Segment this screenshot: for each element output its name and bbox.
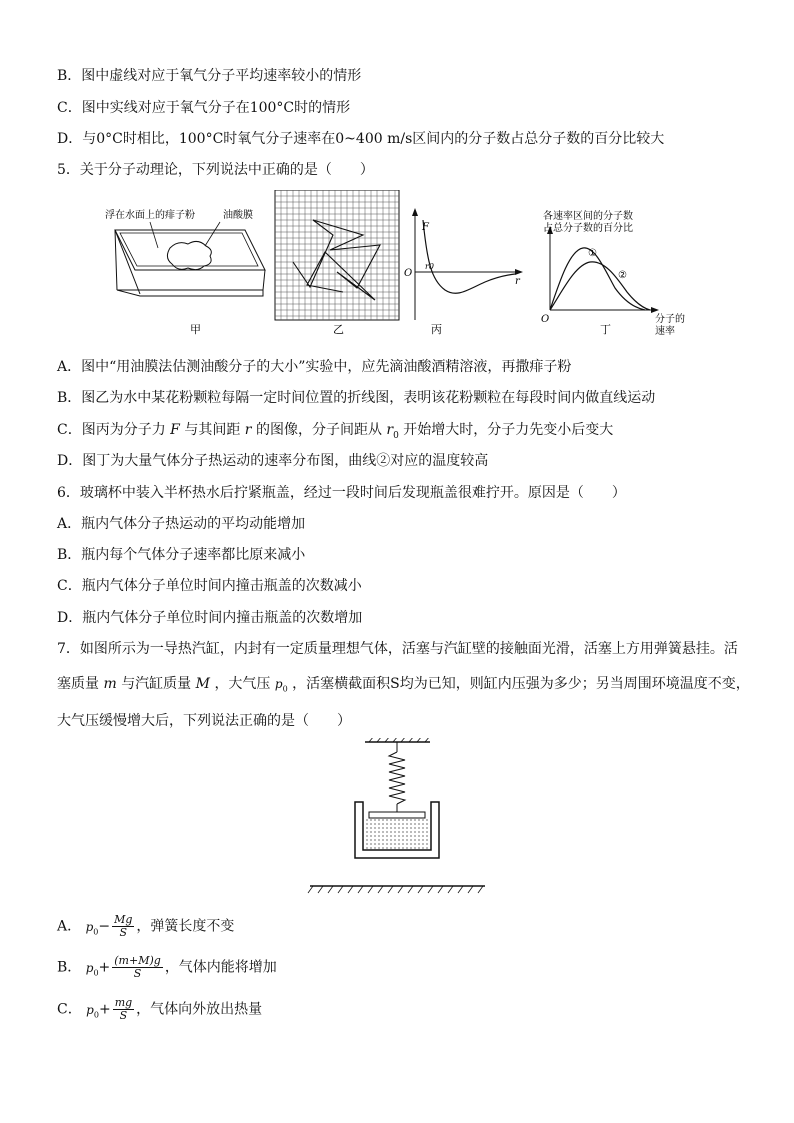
figure-jia-label-powder: 浮在水面上的痱子粉 (105, 210, 195, 221)
figure-ding-plot (547, 226, 659, 313)
q7a-fraction: $\frac{Mg}{S}$ (114, 913, 133, 939)
q5c-text-2: 与其间距 (184, 422, 241, 438)
q5-option-d: D．图丁为大量气体分子热运动的速率分布图，曲线②对应的温度较高 (57, 453, 489, 469)
q7-text-1: 塞质量 (57, 676, 99, 692)
q7-symbol-p0: $p_0$ (274, 677, 288, 694)
q7c-fraction: $\frac{mg}{S}$ (114, 996, 133, 1022)
q7-stem-line-1: 7．如图所示为一导热汽缸，内封有一定质量理想气体，活塞与汽缸壁的接触面光滑，活塞上方用弹簧悬挂。活 (57, 641, 738, 657)
q7-option-c: C． $p_0+$ $\frac{mg}{S}$ ，气体向外放出热量 (57, 996, 263, 1022)
figure-jia-label-film: 油酸膜 (223, 210, 253, 221)
q7a-text: ，弹簧长度不变 (136, 918, 235, 935)
q7-figure-cylinder (305, 738, 490, 894)
q7b-p0: $p_0$ (85, 960, 99, 977)
q6-option-b: B．瓶内每个气体分子速率都比原来减小 (57, 547, 306, 563)
figure-jia-tray (115, 222, 265, 296)
q7b-text: ，气体内能将增加 (164, 959, 277, 976)
q6-stem: 6．玻璃杯中装入半杯热水后拧紧瓶盖，经过一段时间后发现瓶盖很难拧开。原因是（ ） (57, 485, 626, 501)
q7-text-2: 与汽缸质量 (121, 676, 192, 692)
q7-symbol-m: m (103, 676, 117, 692)
q5c-symbol-r: r (244, 422, 252, 438)
figure-bing-caption: 丙 (431, 323, 442, 336)
q5-stem: 5．关于分子动理论，下列说法中正确的是（ ） (57, 162, 374, 178)
q5c-text-3: 的图像，分子间距从 (255, 422, 382, 438)
q7c-label: C． (57, 1001, 82, 1018)
figure-ding-origin: O (541, 314, 550, 325)
q7-stem-line-2 (57, 674, 750, 699)
figure-bing-axis-f: F (422, 222, 429, 233)
q7c-p0: $p_0$ (86, 1002, 99, 1019)
q7c-text: ，气体向外放出热量 (136, 1001, 263, 1018)
figure-ding-curve-1: ① (588, 248, 597, 259)
q5c-symbol-r0: r (386, 422, 394, 438)
q5c-text-4: 开始增大时，分子力先变小后变大 (403, 422, 614, 438)
figure-bing-origin: O (404, 268, 413, 279)
q6-option-c: C．瓶内气体分子单位时间内撞击瓶盖的次数减小 (57, 578, 362, 594)
q4-option-c: C．图中实线对应于氧气分子在100°C时的情形 (57, 100, 351, 116)
q5-figures (95, 190, 695, 340)
q7-option-a: A． $p_0-$ $\frac{Mg}{S}$ ，弹簧长度不变 (57, 913, 235, 939)
q4-option-b: B．图中虚线对应于氧气分子平均速率较小的情形 (57, 68, 362, 84)
figure-bing-axis-r: r (515, 276, 520, 287)
figure-ding-xlabel-2: 速率 (655, 326, 675, 337)
q7-symbol-big-m: M (195, 676, 210, 692)
q7-text-4: ，活塞横截面积S均为已知，则缸内压强为多少；另当周围环境温度不变， (292, 676, 750, 692)
q7b-label: B． (57, 959, 82, 976)
figure-jia-caption: 甲 (190, 323, 201, 336)
figure-ding-caption: 丁 (600, 323, 611, 336)
figure-ding-xlabel-1: 分子的 (655, 314, 685, 325)
q7a-label: A． (57, 918, 82, 935)
figure-ding-curve-2: ② (618, 270, 627, 281)
figure-ding-title-2: 占总分子数的百分比 (543, 223, 633, 234)
figure-bing-r0: r0 (425, 262, 434, 271)
q7-stem-line-3: 大气压缓慢增大后，下列说法正确的是（ ） (57, 713, 351, 729)
q7a-p0: $p_0$ (85, 919, 99, 936)
q7-text-3: ，大气压 (214, 676, 271, 692)
q5-option-a: A．图中“用油膜法估测油酸分子的大小”实验中，应先滴油酸酒精溶液，再撒痱子粉 (57, 359, 572, 375)
q5c-symbol-f: F (170, 422, 180, 438)
figure-yi-grid (275, 190, 399, 320)
figure-ding-title-1: 各速率区间的分子数 (543, 211, 633, 222)
q5c-symbol-r0-sub: 0 (393, 430, 399, 441)
q5-option-c (57, 420, 613, 446)
figure-yi-caption: 乙 (333, 323, 344, 336)
q7b-fraction: $\frac{(m+M)g}{S}$ (114, 954, 161, 980)
q6-option-a: A．瓶内气体分子热运动的平均动能增加 (57, 516, 306, 532)
q5-option-b: B．图乙为水中某花粉颗粒每隔一定时间位置的折线图，表明该花粉颗粒在每段时间内做直线运动 (57, 390, 656, 406)
q6-option-d: D．瓶内气体分子单位时间内撞击瓶盖的次数增加 (57, 610, 363, 626)
q5c-text-1: C．图丙为分子力 (57, 422, 166, 438)
q7-option-b: B． $p_0+$ $\frac{(m+M)g}{S}$ ，气体内能将增加 (57, 954, 277, 980)
q4-option-d: D．与0°C时相比，100°C时氧气分子速率在0~400 m/s区间内的分子数占总分子数的百分比较大 (57, 131, 665, 147)
